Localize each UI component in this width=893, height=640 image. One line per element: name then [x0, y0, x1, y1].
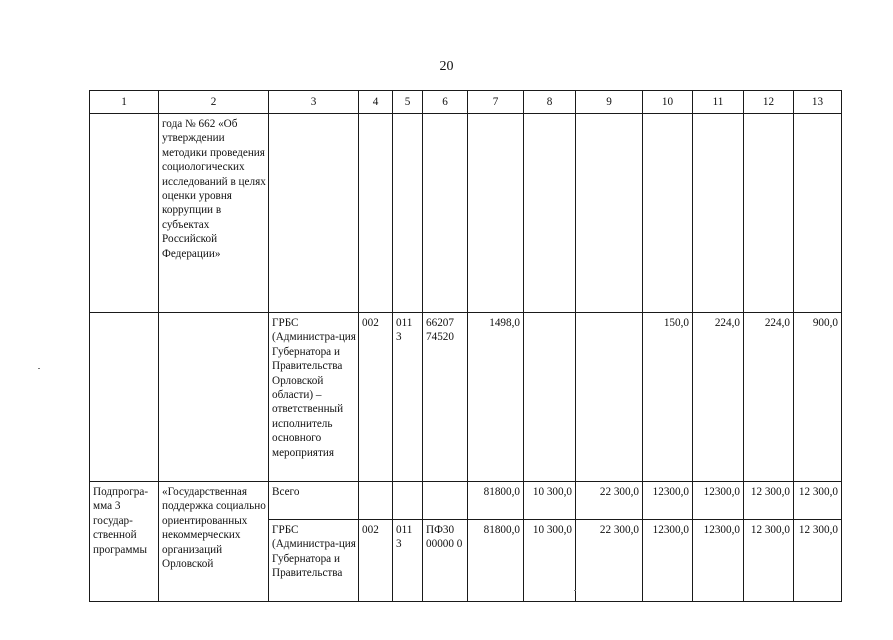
column-header-3: 3: [269, 91, 359, 114]
cell-year-3: 12300,0: [643, 520, 693, 602]
cell-year-6: 900,0: [794, 313, 842, 482]
cell-measure-name: «Государственная поддержка социально ориентированных некоммерческих организаций Орловской: [159, 482, 269, 602]
cell-target-code: [423, 114, 468, 313]
cell-target-code: ПФ30 00000 0: [423, 520, 468, 602]
cell-executor: ГРБС (Администра-ция Губернатора и Правительства Орловской области) – ответственный исполнитель основного мероприятия: [269, 313, 359, 482]
cell-program-name: [90, 313, 159, 482]
column-header-13: 13: [794, 91, 842, 114]
cell-section-code: 011 3: [393, 520, 423, 602]
column-header-9: 9: [576, 91, 643, 114]
cell-year-4: [693, 114, 744, 313]
table-row: [90, 114, 842, 313]
cell-grbs-code: [359, 482, 393, 520]
cell-year-4: 12300,0: [693, 482, 744, 520]
cell-program-name: Подпрогра-мма 3 государ-ственной программы: [90, 482, 159, 602]
column-header-4: 4: [359, 91, 393, 114]
cell-year-2: 22 300,0: [576, 482, 643, 520]
cell-executor: ГРБС (Администра-ция Губернатора и Правительства: [269, 520, 359, 602]
cell-year-6: [794, 114, 842, 313]
budget-table: [89, 90, 842, 602]
table-header-row: [90, 91, 842, 114]
column-header-10: 10: [643, 91, 693, 114]
cell-executor: Всего: [269, 482, 359, 520]
cell-executor: [269, 114, 359, 313]
cell-year-2: [576, 313, 643, 482]
column-header-7: 7: [468, 91, 524, 114]
cell-year-4: 12300,0: [693, 520, 744, 602]
cell-target-code: [423, 482, 468, 520]
column-header-2: 2: [159, 91, 269, 114]
cell-measure-name: года № 662 «Об утверждении методики проведения социологических исследований в целях оценки уровня коррупции в субъектах Российской Федерации»: [159, 114, 269, 313]
cell-year-4: 224,0: [693, 313, 744, 482]
cell-year-3: 150,0: [643, 313, 693, 482]
scan-speck: [38, 368, 40, 369]
cell-year-5: 224,0: [744, 313, 794, 482]
cell-year-5: 12 300,0: [744, 482, 794, 520]
column-header-11: 11: [693, 91, 744, 114]
cell-grbs-code: [359, 114, 393, 313]
scan-speck: [574, 590, 576, 591]
cell-section-code: 011 3: [393, 313, 423, 482]
cell-total: 81800,0: [468, 482, 524, 520]
cell-total: [468, 114, 524, 313]
cell-total: 81800,0: [468, 520, 524, 602]
column-header-6: 6: [423, 91, 468, 114]
cell-section-code: [393, 114, 423, 313]
cell-year-5: [744, 114, 794, 313]
cell-total: 1498,0: [468, 313, 524, 482]
cell-year-6: 12 300,0: [794, 482, 842, 520]
cell-measure-name: [159, 313, 269, 482]
table-row: [90, 313, 842, 482]
column-header-12: 12: [744, 91, 794, 114]
cell-year-1: 10 300,0: [524, 520, 576, 602]
cell-year-2: 22 300,0: [576, 520, 643, 602]
cell-year-1: [524, 114, 576, 313]
cell-year-6: 12 300,0: [794, 520, 842, 602]
table-row: [90, 482, 842, 520]
cell-grbs-code: 002: [359, 313, 393, 482]
page-number: 20: [439, 59, 454, 74]
cell-target-code: 66207 74520: [423, 313, 468, 482]
cell-year-3: 12300,0: [643, 482, 693, 520]
cell-year-5: 12 300,0: [744, 520, 794, 602]
cell-grbs-code: 002: [359, 520, 393, 602]
cell-year-3: [643, 114, 693, 313]
column-header-1: 1: [90, 91, 159, 114]
cell-section-code: [393, 482, 423, 520]
cell-year-1: [524, 313, 576, 482]
column-header-8: 8: [524, 91, 576, 114]
column-header-5: 5: [393, 91, 423, 114]
cell-year-1: 10 300,0: [524, 482, 576, 520]
cell-year-2: [576, 114, 643, 313]
cell-program-name: [90, 114, 159, 313]
